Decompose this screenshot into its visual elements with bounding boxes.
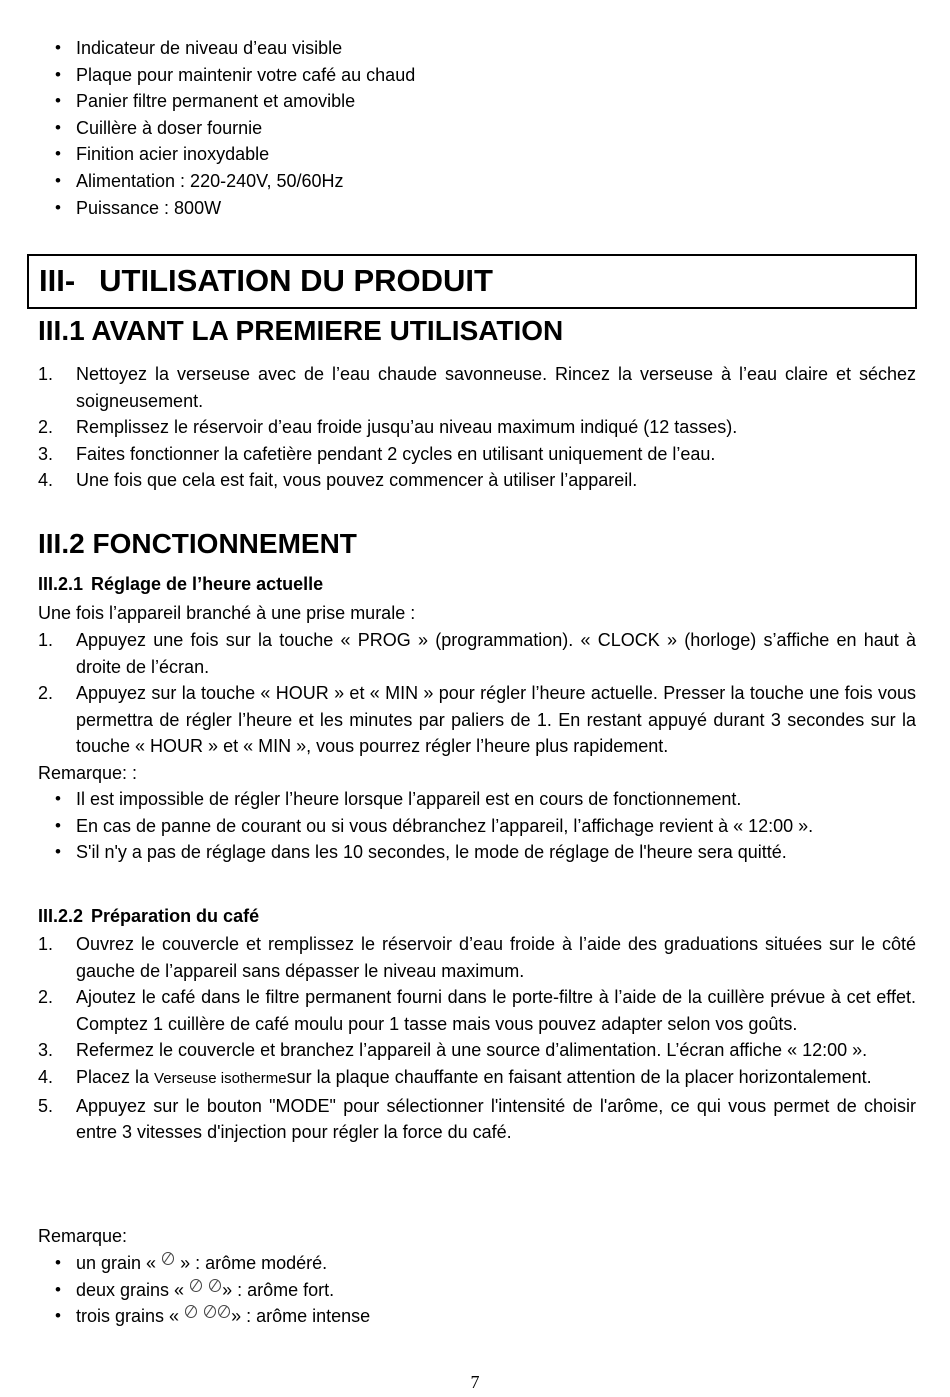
feature-list: [55, 35, 916, 221]
list-item: • Finition acier inoxydable: [55, 141, 916, 168]
bullet-icon: •: [55, 1279, 61, 1299]
coffee-bean-icon: [204, 1305, 216, 1318]
chapter-heading-box: [27, 254, 917, 309]
numbered-list: [38, 931, 916, 1146]
subsection-title: III.2.2 Préparation du café: [38, 906, 260, 926]
list-item: • Indicateur de niveau d’eau visible: [55, 35, 916, 62]
list-item: • En cas de panne de courant ou si vous débranchez l’appareil, l’affichage revient à « 12:00 ».: [55, 813, 916, 840]
bullet-icon: •: [55, 815, 61, 835]
aroma-list: [55, 1250, 916, 1330]
list-item: 1. Appuyez une fois sur la touche « PROG » (programmation). « CLOCK » (horloge) s’affiche en haut à droite de l’écran.: [38, 630, 916, 677]
bullet-icon: •: [55, 1253, 61, 1272]
list-item: 2. Appuyez sur la touche « HOUR » et « MIN » pour régler l’heure actuelle. Presser la touche une fois vous permettra de régler l’heure et les minutes par paliers de 1. En restant appuyé durant 3 secondes sur la touche « HOUR » et « MIN », vous pourrez régler l’heure plus rapidement.: [38, 683, 916, 757]
remark-list: [55, 786, 916, 866]
list-item: 2. Ajoutez le café dans le filtre permanent fourni dans le porte-filtre à l’aide de la cuillère prévue à cet effet. Comptez 1 cuillère de café moulu pour 1 tasse mais vous pouvez adapter selon vos goûts.: [38, 987, 916, 1034]
coffee-bean-icon: [190, 1279, 202, 1292]
list-item: 1. Ouvrez le couvercle et remplissez le réservoir d’eau froide à l’aide des graduations situées sur le côté gauche de l’appareil sans dépasser le niveau maximum.: [38, 934, 916, 981]
coffee-bean-icon: [185, 1305, 197, 1318]
list-item: • Puissance : 800W: [55, 195, 916, 222]
coffee-bean-icon: [162, 1252, 174, 1265]
list-item: 5. Appuyez sur le bouton "MODE" pour sélectionner l'intensité de l'arôme, ce qui vous permet de choisir entre 3 vitesses d'injection pour régler la force du café.: [38, 1095, 916, 1143]
page-number: 7: [470, 1372, 480, 1392]
list-item: • un grain « » : arôme modéré.: [55, 1250, 916, 1277]
list-item: • trois grains « » : arôme intense: [55, 1303, 916, 1330]
bullet-icon: •: [55, 842, 61, 862]
bullet-icon: •: [55, 789, 61, 808]
list-item: 4. Une fois que cela est fait, vous pouvez commencer à utiliser l’appareil.: [38, 470, 638, 491]
chapter-title: III- UTILISATION DU PRODUIT: [39, 263, 493, 298]
bullet-icon: •: [55, 91, 61, 111]
list-item: 2. Remplissez le réservoir d’eau froide jusqu’au niveau maximum indiqué (12 tasses).: [38, 417, 738, 438]
bullet-icon: •: [55, 197, 61, 217]
list-item: • S'il n'y a pas de réglage dans les 10 secondes, le mode de réglage de l'heure sera quitté.: [55, 839, 916, 866]
list-item: • Cuillère à doser fournie: [55, 115, 916, 142]
section-title: III.1 AVANT LA PREMIERE UTILISATION: [38, 315, 564, 346]
bullet-icon: •: [55, 64, 61, 84]
coffee-bean-icon: [218, 1305, 230, 1318]
bullet-icon: •: [55, 117, 61, 137]
subsection-title: III.2.1 Réglage de l’heure actuelle: [38, 574, 324, 594]
bullet-icon: •: [55, 170, 61, 190]
list-item: • Il est impossible de régler l’heure lorsque l’appareil est en cours de fonctionnement.: [55, 786, 916, 813]
section-title: III.2 FONCTIONNEMENT: [38, 528, 357, 559]
list-item: • Panier filtre permanent et amovible: [55, 88, 916, 115]
remark-label: Remarque: :: [38, 763, 138, 783]
coffee-bean-icon: [209, 1279, 221, 1292]
list-item: 3. Faites fonctionner la cafetière pendant 2 cycles en utilisant uniquement de l’eau.: [38, 443, 716, 464]
numbered-list: [38, 627, 916, 760]
remark-label: Remarque:: [38, 1226, 128, 1246]
bullet-icon: •: [55, 144, 61, 164]
intro-text: Une fois l’appareil branché à une prise murale :: [38, 603, 416, 623]
list-item: • deux grains « » : arôme fort.: [55, 1277, 916, 1304]
list-item: • Plaque pour maintenir votre café au chaud: [55, 62, 916, 89]
bullet-icon: •: [55, 1306, 61, 1326]
list-item: 1. Nettoyez la verseuse avec de l’eau chaude savonneuse. Rincez la verseuse à l’eau claire et séchez soigneusement.: [38, 364, 916, 411]
bullet-icon: •: [55, 38, 61, 57]
list-item: 3. Refermez le couvercle et branchez l’appareil à une source d’alimentation. L’écran affiche « 12:00 ».: [38, 1040, 868, 1061]
list-item: 4. Placez la Verseuse isothermesur la plaque chauffante en faisant attention de la placer horizontalement.: [38, 1066, 872, 1087]
list-item: • Alimentation : 220-240V, 50/60Hz: [55, 168, 916, 195]
numbered-list: [38, 361, 916, 494]
